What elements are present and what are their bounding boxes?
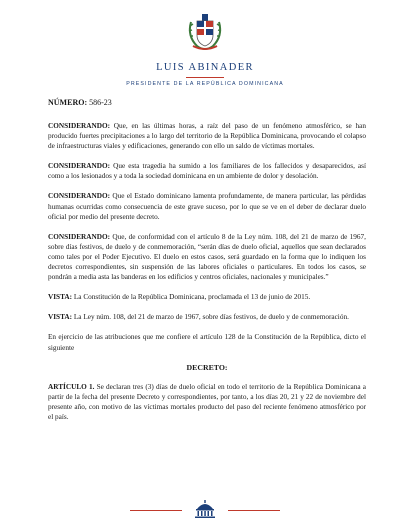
considerando-1 — [48, 121, 366, 151]
palace-emblem-icon — [193, 499, 217, 519]
paragraph-text: En ejercicio de las atribuciones que me confiere el artículo 128 de la Constitución de la República, dicto el siguiente — [48, 333, 366, 352]
paragraph-text: Que, de conformidad con el artículo 8 de la Ley núm. 108, del 21 de marzo de 1967, sobre días festivos, de duelo y de conmemoración, “serán días de duelo oficial, aquellos que sean declarados como tales por el Poder Ejecutivo. El duelo en estos casos, será guardado en la forma que lo indiquen los decretos correspondientes, sin suspensión de las labores oficiales o particulares. En todos los casos, se pondrán a media asta las banderas en los edificios y centros oficiales, nacionales y municipales.” — [48, 232, 366, 282]
paragraph-text: La Ley núm. 108, del 21 de marzo de 1967, sobre días festivos, de duelo y de conmemoración. — [72, 313, 349, 322]
article-text: Se declaran tres (3) días de duelo oficial en todo el territorio de la República Dominicana a partir de la fecha del presente Decreto y correspondientes, por tanto, a los días 20, 21 y 22 de noviembre del presente año, con motivo de las víctimas mortales producto del paso del reciente fenómeno atmosférico por el país. — [48, 382, 367, 421]
paragraph-text: Que, en las últimas horas, a raíz del paso de un fenómeno atmosférico, se han producido fuertes precipitaciones a lo largo del territorio de la República Dominicana, provocando el colapso de infraestructuras viales y edificaciones, generando con ello un saldo de víctimas mortales. — [48, 122, 366, 151]
paragraph-text: La Constitución de la República Dominicana, proclamada el 13 de junio de 2015. — [72, 293, 311, 302]
article-lead: ARTÍCULO 1. — [48, 382, 95, 391]
paragraph-lead: CONSIDERANDO: — [48, 232, 111, 241]
paragraph-text: Que el Estado dominicano lamenta profundamente, de manera particular, las pérdidas humanas ocurridas como consecuencia de este grave suceso, por lo que se ve en el deber de declarar duelo oficial por medio del presente decreto. — [48, 192, 366, 221]
vista-2 — [48, 312, 366, 322]
decree-heading: DECRETO: — [186, 362, 228, 372]
paragraph-lead: VISTA: — [48, 293, 73, 302]
coat-of-arms-icon — [185, 12, 225, 54]
considerando-3 — [48, 191, 366, 221]
paragraph-text: Que esta tragedia ha sumido a los familiares de los fallecidos y desaparecidos, así como a los lesionados y a toda la sociedad dominicana en un ambiente de dolor y desolación. — [48, 162, 366, 181]
decree-body — [48, 98, 366, 432]
decree-number-value: 586-23 — [89, 98, 112, 107]
considerando-4 — [48, 232, 366, 282]
paragraph-lead: VISTA: — [48, 313, 73, 322]
footer-rule-right — [228, 510, 280, 511]
paragraph-lead: CONSIDERANDO: — [48, 192, 111, 201]
president-name: LUIS ABINADER — [156, 62, 254, 73]
paragraph-lead: CONSIDERANDO: — [48, 122, 111, 130]
decree-number-label: NÚMERO: — [48, 98, 88, 107]
paragraph-lead: CONSIDERANDO: — [48, 162, 111, 171]
article-1 — [48, 382, 366, 422]
vista-1 — [48, 292, 366, 302]
header-divider — [186, 77, 224, 78]
attributions-paragraph — [48, 332, 366, 352]
footer-rule-left — [130, 510, 182, 511]
considerando-2 — [48, 161, 366, 181]
president-office: PRESIDENTE DE LA REPÚBLICA DOMINICANA — [126, 81, 284, 87]
decree-number — [48, 98, 366, 107]
